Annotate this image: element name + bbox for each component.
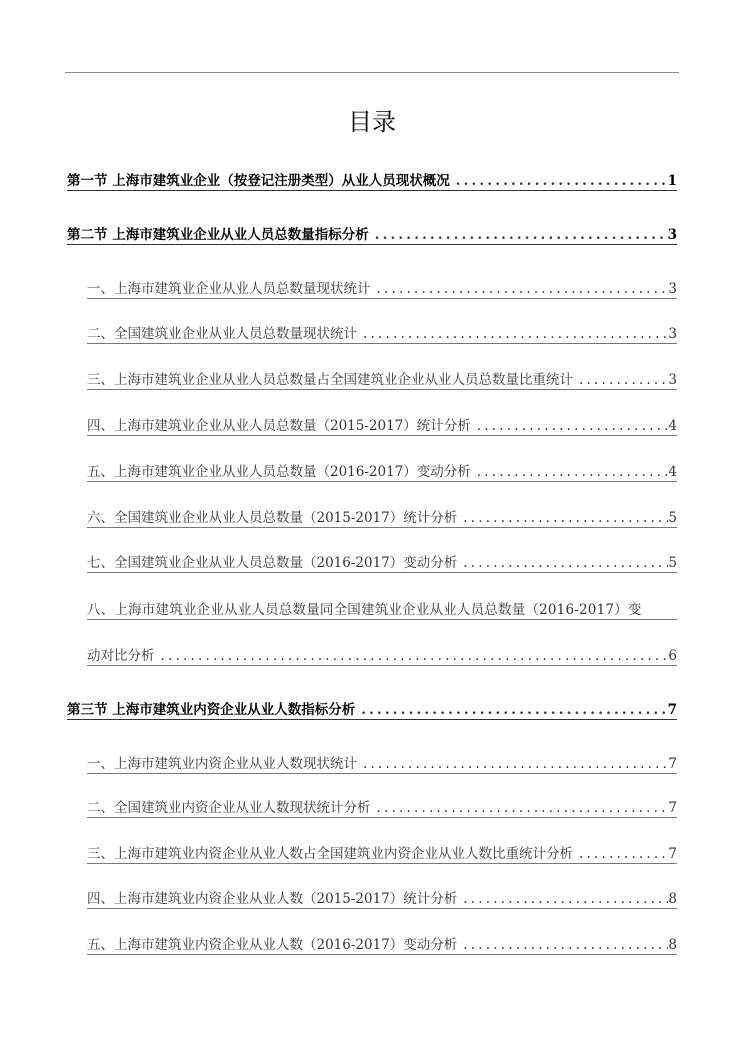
dot-leader — [463, 509, 668, 527]
toc-entry-label: 八、上海市建筑业企业从业人员总数量同全国建筑业企业从业人员总数量（2016-2017）变 — [87, 602, 642, 618]
toc-entry-label: 一、上海市建筑业内资企业从业人数现状统计 — [87, 756, 357, 772]
toc-entry-label: 一、上海市建筑业企业从业人员总数量现状统计 — [87, 281, 371, 297]
toc-entry-page: 3 — [667, 227, 677, 243]
toc-entry-label: 第二节 上海市建筑业企业从业人员总数量指标分析 — [67, 227, 369, 243]
dot-leader — [377, 799, 669, 817]
toc-entry-label: 二、全国建筑业内资企业从业人数现状统计分析 — [87, 800, 371, 816]
toc-entry-2-1[interactable] — [87, 280, 677, 299]
toc-entry-2-4[interactable] — [87, 417, 677, 436]
toc-title: 目录 — [348, 108, 396, 136]
dot-leader — [161, 647, 669, 665]
toc-entry-page: 3 — [668, 372, 677, 388]
dot-leader — [463, 890, 668, 908]
header-rule — [65, 72, 679, 73]
toc-entry-3-2[interactable] — [87, 799, 677, 818]
toc-entry-page: 1 — [667, 173, 677, 189]
toc-entry-page: 8 — [668, 891, 677, 907]
toc-entry-page: 7 — [667, 702, 677, 718]
toc-entry-3-1[interactable] — [87, 755, 677, 774]
toc-entry-page: 6 — [668, 648, 677, 664]
toc-entry-label-continued: 动对比分析 — [87, 648, 155, 664]
toc-entry-page: 3 — [668, 281, 677, 297]
toc-entry-2-2[interactable] — [87, 325, 677, 344]
dot-leader — [579, 371, 668, 389]
dot-leader — [375, 226, 668, 244]
toc-entry-label: 第三节 上海市建筑业内资企业从业人数指标分析 — [67, 702, 356, 718]
toc-entry-page: 4 — [668, 418, 677, 434]
toc-entry-2-8[interactable] — [87, 601, 677, 620]
toc-entry-3-4[interactable] — [87, 890, 677, 909]
toc-entry-label: 四、上海市建筑业内资企业从业人数（2015-2017）统计分析 — [87, 891, 458, 907]
dot-leader — [477, 463, 669, 481]
toc-entry-label: 六、全国建筑业企业从业人员总数量（2015-2017）统计分析 — [87, 510, 458, 526]
toc-entry-3-5[interactable] — [87, 936, 677, 955]
toc-entry-page: 3 — [668, 326, 677, 342]
toc-entry-section-2[interactable] — [67, 226, 677, 245]
toc-entry-2-8-continued[interactable] — [87, 647, 677, 666]
toc-entry-label: 二、全国建筑业企业从业人员总数量现状统计 — [87, 326, 357, 342]
toc-entry-2-6[interactable] — [87, 509, 677, 528]
dot-leader — [463, 554, 668, 572]
toc-entry-page: 7 — [668, 800, 677, 816]
toc-entry-page: 5 — [668, 510, 677, 526]
toc-entry-label: 五、上海市建筑业企业从业人员总数量（2016-2017）变动分析 — [87, 464, 471, 480]
dot-leader — [361, 701, 667, 719]
toc-entry-page: 7 — [668, 846, 677, 862]
toc-entry-3-3[interactable] — [87, 845, 677, 864]
toc-entry-label: 五、上海市建筑业内资企业从业人数（2016-2017）变动分析 — [87, 937, 458, 953]
toc-entry-label: 四、上海市建筑业企业从业人员总数量（2015-2017）统计分析 — [87, 418, 471, 434]
toc-entry-page: 4 — [668, 464, 677, 480]
dot-leader — [363, 755, 668, 773]
toc-entry-page: 5 — [668, 555, 677, 571]
dot-leader — [363, 325, 668, 343]
dot-leader — [377, 280, 669, 298]
dot-leader — [579, 845, 668, 863]
toc-entry-2-5[interactable] — [87, 463, 677, 482]
dot-leader — [456, 172, 668, 190]
toc-entry-section-1[interactable] — [67, 172, 677, 191]
toc-entry-label: 第一节 上海市建筑业企业（按登记注册类型）从业人员现状概况 — [67, 173, 450, 189]
dot-leader — [477, 417, 669, 435]
dot-leader — [463, 936, 668, 954]
toc-entry-page: 7 — [668, 756, 677, 772]
toc-entry-2-7[interactable] — [87, 554, 677, 573]
toc-entry-label: 三、上海市建筑业内资企业从业人数占全国建筑业内资企业从业人数比重统计分析 — [87, 846, 573, 862]
toc-entry-page: 8 — [668, 937, 677, 953]
toc-entry-section-3[interactable] — [67, 701, 677, 720]
toc-entry-label: 七、全国建筑业企业从业人员总数量（2016-2017）变动分析 — [87, 555, 458, 571]
toc-entry-2-3[interactable] — [87, 371, 677, 390]
toc-entry-label: 三、上海市建筑业企业从业人员总数量占全国建筑业企业从业人员总数量比重统计 — [87, 372, 573, 388]
